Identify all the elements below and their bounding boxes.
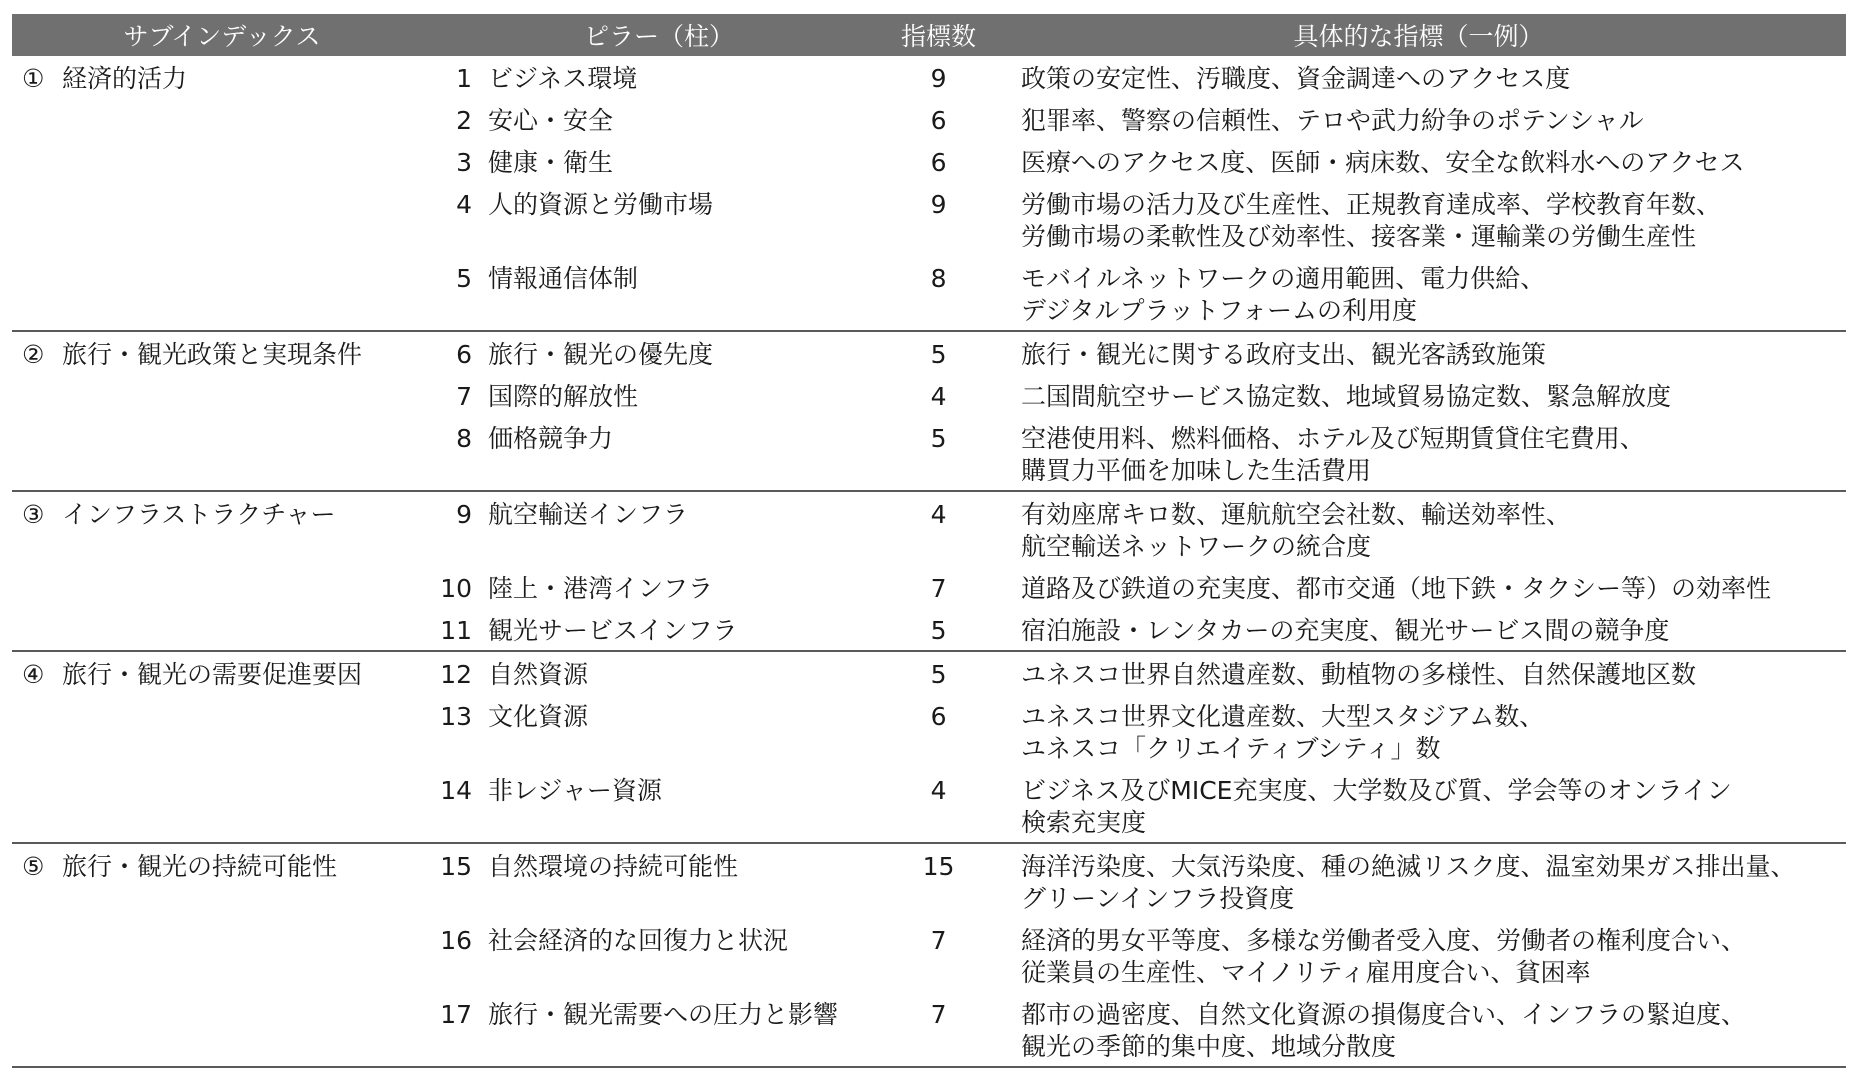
table-row [12,140,1846,182]
pillar-number: 8 [432,416,484,491]
table-row [12,331,1846,374]
indicator-examples [991,608,1846,651]
indicator-count: 7 [930,574,947,603]
pillar-name: 自然資源 [488,660,589,689]
pillar-name: 国際的解放性 [488,382,639,411]
indicator-example-line: モバイルネットワークの適用範囲、電力供給、 [1021,264,1546,293]
indicator-examples [991,491,1846,566]
indicator-example-line: 検索充実度 [1021,808,1147,837]
indicator-example-line: 従業員の生産性、マイノリティ雇用度合い、貧困率 [1021,958,1591,987]
indicator-count: 9 [930,64,947,93]
subindex-label: インフラストラクチャー [62,500,336,529]
indicator-examples [991,992,1846,1067]
subindex-cell [12,491,432,566]
pillar-number: 10 [440,574,472,603]
indicator-examples [991,918,1846,992]
pillar-name: 健康・衛生 [488,148,614,177]
header-pillar: ピラー（柱） [432,14,886,56]
table-header-row [12,14,1846,56]
subindex-label: 旅行・観光の需要促進要因 [62,660,363,689]
subindex-cell [12,843,432,918]
subindex-cell [12,694,432,768]
pillar-number: 17 [432,992,484,1067]
indicator-count: 5 [930,340,947,369]
subindex-cell [12,651,432,694]
pillar-name: 情報通信体制 [484,256,886,331]
subindex-number: ② [22,340,45,369]
indicator-example-line: 労働市場の活力及び生産性、正規教育達成率、学校教育年数、 [1021,190,1722,219]
pillar-number: 12 [440,660,472,689]
indicator-example-line: 海洋汚染度、大気汚染度、種の絶滅リスク度、温室効果ガス排出量、 [1021,852,1796,881]
indicator-count: 9 [930,190,947,219]
indicator-count: 4 [930,382,947,411]
table-row [12,918,1846,992]
indicator-example-line: 二国間航空サービス協定数、地域貿易協定数、緊急解放度 [1021,382,1672,411]
indicator-count: 6 [930,702,947,731]
pillar-name: 自然環境の持続可能性 [488,852,739,881]
indicator-examples [991,182,1846,256]
subindex-cell [12,374,432,416]
table-row [12,416,1846,491]
indicator-examples [991,768,1846,843]
subindex-cell [12,608,432,651]
indicator-examples [991,331,1846,374]
indicator-count: 6 [930,106,947,135]
subindex-cell [12,416,432,491]
pillar-number: 9 [456,500,472,529]
table-row [12,491,1846,566]
indicator-count: 5 [886,608,991,651]
pillar-number: 15 [440,852,472,881]
indicator-examples [991,651,1846,694]
pillar-name: 陸上・港湾インフラ [488,574,714,603]
indicator-example-line: デジタルプラットフォームの利用度 [1021,296,1418,325]
table-row [12,651,1846,694]
table-row [12,56,1846,98]
pillar-name: 旅行・観光需要への圧力と影響 [484,992,886,1067]
indicator-example-line: 労働市場の柔軟性及び効率性、接客業・運輸業の労働生産性 [1021,222,1697,251]
pillar-name: 社会経済的な回復力と状況 [488,926,789,955]
subindex-number: ① [22,64,45,93]
pillar-number: 4 [456,190,472,219]
subindex-cell [12,182,432,256]
table-row [12,182,1846,256]
subindex-number: ③ [22,500,45,529]
indicator-examples [991,140,1846,182]
indicator-example-line: ユネスコ「クリエイティブシティ」数 [1021,734,1441,763]
pillar-number: 6 [456,340,472,369]
pillar-number: 7 [456,382,472,411]
subindex-cell [12,566,432,608]
header-subindex: サブインデックス [12,14,432,56]
subindex-cell [12,56,432,98]
subindex-number: ④ [22,660,45,689]
pillar-number: 14 [432,768,484,843]
table-row [12,256,1846,331]
indicator-examples [991,566,1846,608]
indicator-example-line: 空港使用料、燃料価格、ホテル及び短期賃貸住宅費用、 [1021,424,1645,453]
pillar-name: 観光サービスインフラ [484,608,886,651]
pillar-name: 価格競争力 [484,416,886,491]
table-row [12,843,1846,918]
subindex-label: 旅行・観光政策と実現条件 [62,340,363,369]
indicator-count: 5 [930,660,947,689]
indicator-count: 15 [922,852,955,881]
indicator-count: 5 [886,416,991,491]
indicator-count: 8 [886,256,991,331]
subindex-label: 経済的活力 [62,64,188,93]
pillar-name: 安心・安全 [488,106,614,135]
indicator-example-line: 有効座席キロ数、運航航空会社数、輸送効率性、 [1021,500,1572,529]
subindex-cell [12,768,432,843]
pillar-name: 航空輸送インフラ [488,500,689,529]
table-row [12,566,1846,608]
pillar-name: ビジネス環境 [488,64,638,93]
indicator-count: 4 [886,768,991,843]
pillar-name: 文化資源 [488,702,589,731]
indicator-example-line: 宿泊施設・レンタカーの充実度、観光サービス間の競争度 [1021,616,1670,645]
indicator-example-line: ユネスコ世界文化遺産数、大型スタジアム数、 [1021,702,1545,731]
indicator-count: 7 [886,992,991,1067]
subindex-cell [12,331,432,374]
indicator-example-line: 旅行・観光に関する政府支出、観光客誘致施策 [1021,340,1547,369]
indicator-count: 6 [930,148,947,177]
subindex-cell [12,256,432,331]
table-row [12,374,1846,416]
subindex-cell [12,992,432,1067]
indicator-example-line: グリーンインフラ投資度 [1021,884,1295,913]
indicator-example-line: 犯罪率、警察の信頼性、テロや武力紛争のポテンシャル [1021,106,1644,135]
indicator-example-line: 道路及び鉄道の充実度、都市交通（地下鉄・タクシー等）の効率性 [1021,574,1772,603]
indicator-examples [991,694,1846,768]
indicator-count: 7 [930,926,947,955]
table-body [12,56,1846,1067]
pillar-name: 人的資源と労働市場 [488,190,714,219]
subindex-cell [12,918,432,992]
indicator-examples [991,56,1846,98]
subindex-label: 旅行・観光の持続可能性 [62,852,338,881]
pillar-number: 3 [456,148,472,177]
subindex-cell [12,140,432,182]
header-examples: 具体的な指標（一例） [991,14,1846,56]
pillar-number: 16 [440,926,472,955]
indicator-example-line: ビジネス及びMICE充実度、大学数及び質、学会等のオンライン [1021,776,1732,805]
pillar-number: 1 [456,64,472,93]
table-row [12,694,1846,768]
indicator-example-line: 経済的男女平等度、多様な労働者受入度、労働者の権利度合い、 [1021,926,1747,955]
indicator-examples [991,256,1846,331]
pillar-number: 11 [432,608,484,651]
pillar-number: 5 [432,256,484,331]
header-count: 指標数 [886,14,991,56]
indicator-example-line: 都市の過密度、自然文化資源の損傷度合い、インフラの緊迫度、 [1021,1000,1747,1029]
indicator-example-line: 航空輸送ネットワークの統合度 [1021,532,1372,561]
indicator-example-line: 医療へのアクセス度、医師・病床数、安全な飲料水へのアクセス [1021,148,1745,177]
table-row [12,608,1846,651]
indicator-example-line: ユネスコ世界自然遺産数、動植物の多様性、自然保護地区数 [1021,660,1697,689]
indicator-examples [991,374,1846,416]
subindex-number: ⑤ [22,852,45,881]
indicator-count: 4 [930,500,947,529]
subindex-cell [12,98,432,140]
indicator-examples [991,843,1846,918]
indicator-example-line: 観光の季節的集中度、地域分散度 [1021,1032,1397,1061]
table-row [12,992,1846,1067]
indicator-examples [991,416,1846,491]
indicator-examples [991,98,1846,140]
pillar-name: 旅行・観光の優先度 [488,340,714,369]
pillar-number: 2 [456,106,472,135]
index-table-container [12,14,1846,1068]
pillar-name: 非レジャー資源 [484,768,886,843]
index-table [12,14,1846,1068]
indicator-example-line: 購買力平価を加味した生活費用 [1021,456,1372,485]
pillar-number: 13 [440,702,472,731]
table-row [12,98,1846,140]
table-row [12,768,1846,843]
indicator-example-line: 政策の安定性、汚職度、資金調達へのアクセス度 [1021,64,1571,93]
